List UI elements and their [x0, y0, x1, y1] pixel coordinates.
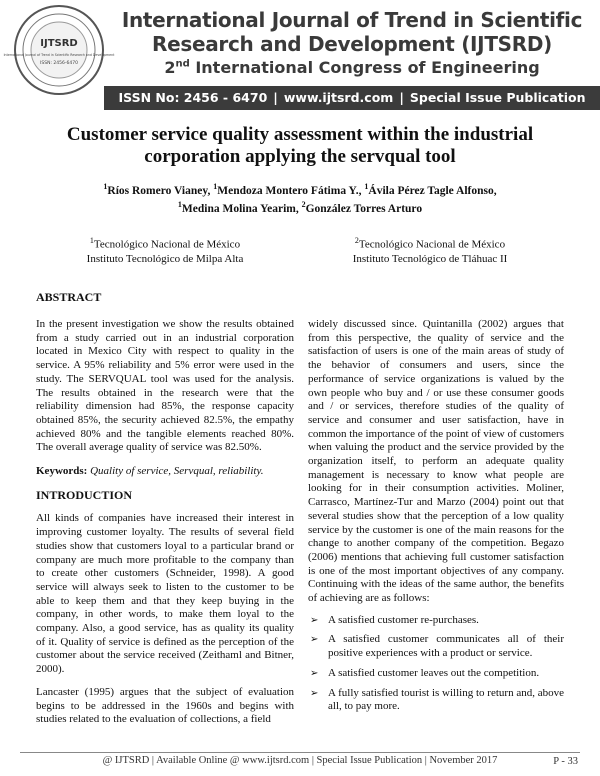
congress-rest: International Congress of Engineering: [189, 58, 540, 77]
list-item: ➢ A satisfied customer re-purchases.: [310, 613, 479, 626]
congress-title: [112, 58, 592, 77]
author: $^1$Medina Molina Yearim,: [177, 199, 302, 215]
right-column: [308, 318, 564, 720]
abstract-heading: ABSTRACT: [36, 290, 102, 304]
journal-title: International Journal of Trend in Scientific Research and Development (IJTSRD): [121, 8, 583, 56]
ijtsrd-logo: [3, 4, 115, 96]
author-list: [60, 180, 540, 216]
page-number: P - 33: [553, 756, 578, 767]
affiliation-2: [320, 234, 540, 266]
introduction-heading: INTRODUCTION: [36, 487, 133, 502]
author: $^1$Ávila Pérez Tagle Alfonso,: [364, 182, 497, 197]
author: $^2$González Torres Arturo: [301, 199, 423, 215]
affiliation-line: Instituto Tecnológico de Milpa Alta: [86, 252, 244, 265]
affiliation-line: Instituto Tecnológico de Tláhuac II: [352, 252, 508, 265]
issn-number: ISSN No: 2456 - 6470: [118, 90, 268, 105]
author: $^1$Ríos Romero Vianey,: [103, 182, 214, 197]
keywords-list: Quality of service, Servqual, reliability.: [87, 465, 264, 478]
logo-issn: ISSN: 2456-6470: [40, 61, 78, 66]
benefits-list: [308, 614, 564, 714]
left-column: [36, 318, 294, 727]
author-line-2: [60, 198, 540, 216]
arrow-bullet-icon: ➢: [310, 614, 319, 626]
logo-subtext: International Journal of Trend in Scientific Research and Development: [3, 53, 115, 57]
list-item: ➢ A fully satisfied tourist is willing to return and, above all, to pay more.: [310, 686, 564, 713]
intro-paragraph-1: All kinds of companies have increased their interest in improving customer loyalty. The results of several field studies show that customers loyal to a particular brand or company are much more profitable to the company than to create other customers (Schneider, 1998). A good service will always seek to listen to the customer to be able to keep them and that they keep buying in the company, in other words, to make them loyal to the company. Also, a good service, has as quality its quality of it. Quality of service is defined as the perception of the customer about the service received (Zeithaml and Bitner, 2000).: [36, 512, 294, 676]
author-line-1: [60, 180, 540, 198]
arrow-bullet-icon: ➢: [310, 634, 319, 646]
abstract-text: In the present investigation we show the results obtained from a study carried out in an industrial corporation located in Mexico City with respect to quality in the service. A 95% reliability and 5% error were used in the study. The SERVQUAL tool was used for the analysis. The results obtained in the research were that the reliability dimension had 85%, the response capacity obtained 85%, the security achieved 82.5%, the empathy achieved 80% and the tangible elements reached 80%. The overall average quality of service was 82.50%.: [36, 318, 294, 454]
keywords: [36, 465, 294, 479]
arrow-bullet-icon: ➢: [310, 687, 319, 699]
keywords-label: Keywords:: [36, 465, 88, 478]
congress-suffix: nd: [175, 58, 190, 70]
issn-bar: ISSN No: 2456 - 6470 | www.ijtsrd.com | Special Issue Publication: [104, 86, 600, 110]
website-link[interactable]: www.ijtsrd.com: [283, 90, 394, 105]
special-issue-label: Special Issue Publication: [409, 90, 586, 105]
affiliation-line: Tecnológico Nacional de México: [93, 238, 241, 251]
affiliation-1: [55, 234, 275, 266]
arrow-bullet-icon: ➢: [310, 667, 319, 679]
journal-header: [0, 0, 600, 112]
page-footer: [20, 752, 580, 766]
logo-text: IJTSRD: [40, 38, 78, 49]
list-item: ➢ A satisfied customer leaves out the competition.: [310, 666, 540, 679]
body-paragraph: widely discussed since. Quintanilla (2002) argues that from this perspective, the quality of service and the satisfaction of users is one of the main areas of study of the behavior of consumers and users, since the performance of service organizations is valued by the own people who buy and / or use these consumer goods and / or services, therefore studies of the quality of service and consumer and user satisfaction, have in common the importance of the point of view of customers when valuing the product and the service provided by the organization itself, to perform an adequate quality management is necessary to know what people are looking for in their consumption activities. Moliner, Carrasco, Martínez-Tur and Marzo (2004) point out that several studies show that the perception of a low quality service by the customer is one of the main reasons for the change to another company of the competition. Begazo (2006) mentions that achieving full customer satisfaction is one of the most important objectives of any company. Continuing with the ideas of the same author, the benefits of achieving are as follows:: [308, 318, 564, 605]
intro-paragraph-2: Lancaster (1995) argues that the subject of evaluation begins to be addressed in the 1960s and begins with studies related to the evaluation of collections, a field: [36, 685, 294, 726]
paper-title: Customer service quality assessment within the industrial corporation applying the servqual tool: [66, 124, 534, 167]
author: $^1$Mendoza Montero Fátima Y.,: [213, 182, 365, 197]
congress-ordinal: 2: [164, 58, 176, 77]
list-item: ➢ A satisfied customer communicates all of their positive experiences with a product or service.: [310, 633, 564, 660]
affiliation-sup: 2: [354, 236, 359, 245]
affiliation-line: Tecnológico Nacional de México: [358, 238, 506, 251]
affiliation-sup: 1: [89, 236, 94, 245]
footer-text: @ IJTSRD | Available Online @ www.ijtsrd.com | Special Issue Publication | November 2017: [102, 755, 498, 766]
